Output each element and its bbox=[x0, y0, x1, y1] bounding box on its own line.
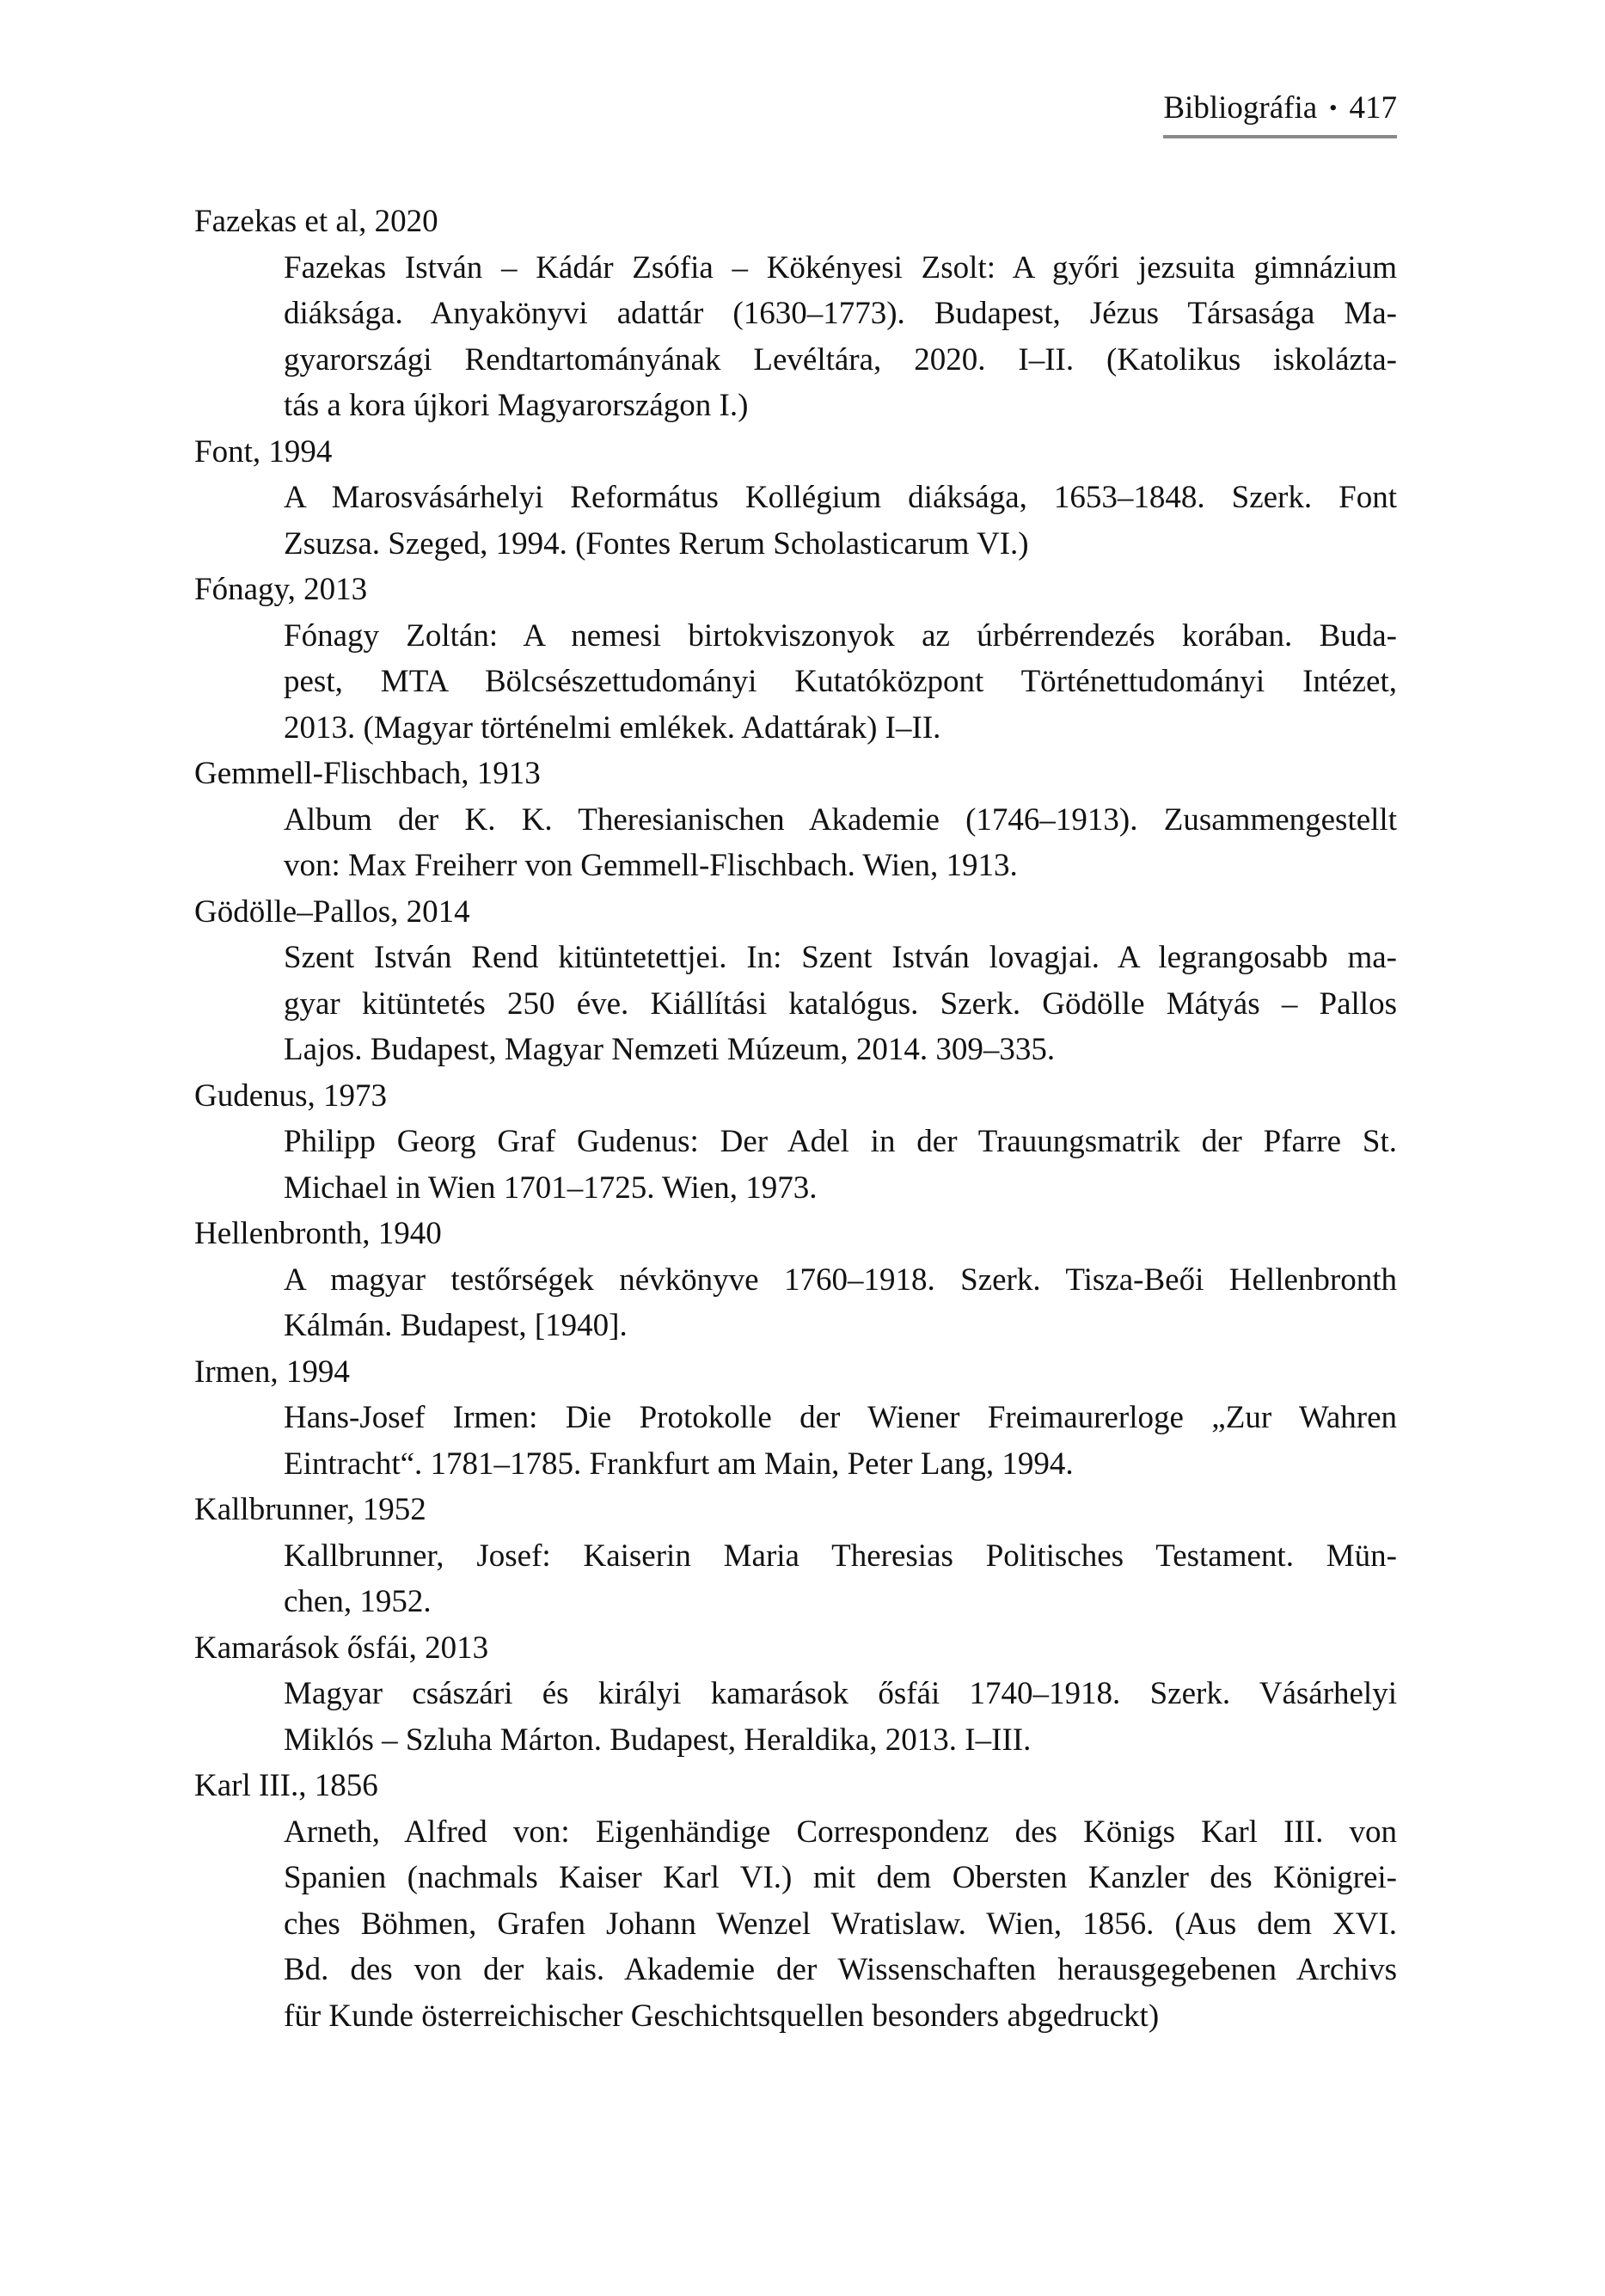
entry-heading: Gödölle–Pallos, 2014 bbox=[194, 893, 470, 930]
entry-line: Kálmán. Budapest, [1940]. bbox=[284, 1308, 628, 1343]
entry-heading: Fónagy, 2013 bbox=[194, 572, 368, 607]
entry-line: Kallbrunner, Josef: Kaiserin Maria Theresias Politisches Testament. Mün- bbox=[284, 1538, 1397, 1574]
entry-line: gyar kitüntetés 250 éve. Kiállítási katalógus. Szerk. Gödölle Mátyás – Pallos bbox=[284, 985, 1397, 1022]
entry-line: Hans-Josef Irmen: Die Protokolle der Wiener Freimaurerloge „Zur Wahren bbox=[284, 1400, 1397, 1435]
entry-line: Fónagy Zoltán: A nemesi birtokviszonyok az úrbérrendezés korában. Buda- bbox=[284, 617, 1397, 654]
entry-heading: Irmen, 1994 bbox=[194, 1354, 350, 1390]
entry-line: Zsuzsa. Szeged, 1994. (Fontes Rerum Scholasticarum VI.) bbox=[284, 525, 1029, 562]
bibliography-entry bbox=[194, 889, 1397, 1073]
entry-line: Szent István Rend kitüntetettjei. In: Szent István lovagjai. A legrangosabb ma- bbox=[284, 940, 1397, 975]
entry-line: Miklós – Szluha Márton. Budapest, Heraldika, 2013. I–III. bbox=[284, 1722, 1032, 1758]
entry-line: 2013. (Magyar történelmi emlékek. Adattárak) I–II. bbox=[284, 709, 941, 746]
entry-body bbox=[194, 1257, 1397, 1349]
entry-line: Fazekas István – Kádár Zsófia – Kökényesi Zsolt: A győri jezsuita gimnázium bbox=[284, 249, 1397, 285]
entry-line: tás a kora újkori Magyarországon I.) bbox=[284, 388, 749, 423]
entry-heading: Gudenus, 1973 bbox=[194, 1077, 388, 1114]
bibliography-entry bbox=[194, 429, 1397, 568]
bibliography-entry bbox=[194, 1625, 1397, 1764]
entry-line: für Kunde österreichischer Geschichtsquellen besonders abgedruckt) bbox=[284, 1998, 1160, 2034]
page-number: 417 bbox=[1349, 90, 1397, 126]
entry-heading: Kamarások ősfái, 2013 bbox=[194, 1630, 489, 1666]
entry-line: diáksága. Anyakönyvi adattár (1630–1773). Budapest, Jézus Társasága Ma- bbox=[284, 296, 1397, 331]
entry-line: Philipp Georg Graf Gudenus: Der Adel in der Trauungsmatrik der Pfarre St. bbox=[284, 1124, 1397, 1159]
entry-line: A magyar testőrségek névkönyve 1760–1918. Szerk. Tisza-Beői Hellenbronth bbox=[284, 1262, 1397, 1298]
entry-body bbox=[194, 475, 1397, 567]
entry-body bbox=[194, 1119, 1397, 1211]
entry-line: Michael in Wien 1701–1725. Wien, 1973. bbox=[284, 1169, 818, 1206]
bibliography-entry bbox=[194, 199, 1397, 429]
entry-body bbox=[194, 1395, 1397, 1487]
header-rule bbox=[1163, 135, 1397, 138]
running-head bbox=[1163, 89, 1397, 127]
entry-body bbox=[194, 935, 1397, 1073]
entry-line: gyarországi Rendtartományának Levéltára, 2020. I–II. (Katolikus iskolázta- bbox=[284, 341, 1397, 378]
entry-body bbox=[194, 1671, 1397, 1763]
entry-heading: Hellenbronth, 1940 bbox=[194, 1216, 442, 1251]
bibliography-entry bbox=[194, 1211, 1397, 1349]
entry-line: Album der K. K. Theresianischen Akademie (1746–1913). Zusammengestellt bbox=[284, 801, 1397, 838]
entry-line: Lajos. Budapest, Magyar Nemzeti Múzeum, 2014. 309–335. bbox=[284, 1032, 1056, 1067]
entry-line: A Marosvásárhelyi Református Kollégium diáksága, 1653–1848. Szerk. Font bbox=[284, 480, 1397, 515]
entry-heading: Font, 1994 bbox=[194, 433, 333, 470]
entry-body bbox=[194, 797, 1397, 889]
entry-line: Magyar császári és királyi kamarások ősfái 1740–1918. Szerk. Vásárhelyi bbox=[284, 1676, 1397, 1711]
entry-body bbox=[194, 1809, 1397, 2040]
entry-line: Bd. des von der kais. Akademie der Wissenschaften herausgegebenen Archivs bbox=[284, 1952, 1397, 1987]
entry-heading: Gemmell-Flischbach, 1913 bbox=[194, 756, 541, 791]
entry-line: Eintracht“. 1781–1785. Frankfurt am Main, Peter Lang, 1994. bbox=[284, 1446, 1074, 1482]
entry-line: Spanien (nachmals Kaiser Karl VI.) mit dem Obersten Kanzler des Königrei- bbox=[284, 1860, 1397, 1895]
entry-heading: Fazekas et al, 2020 bbox=[194, 204, 438, 239]
entry-body bbox=[194, 1533, 1397, 1625]
entry-body bbox=[194, 613, 1397, 752]
entry-heading: Kallbrunner, 1952 bbox=[194, 1492, 426, 1527]
page-header bbox=[1163, 89, 1397, 138]
entry-line: pest, MTA Bölcsészettudományi Kutatóközpont Történettudományi Intézet, bbox=[284, 664, 1397, 699]
entry-line: ches Böhmen, Grafen Johann Wenzel Wratislaw. Wien, 1856. (Aus dem XVI. bbox=[284, 1906, 1397, 1942]
bibliography-entry bbox=[194, 1763, 1397, 2039]
bullet-separator-icon: • bbox=[1329, 95, 1338, 120]
bibliography-list bbox=[194, 199, 1397, 2039]
entry-body bbox=[194, 245, 1397, 429]
bibliography-entry bbox=[194, 1073, 1397, 1212]
bibliography-entry bbox=[194, 1487, 1397, 1625]
entry-line: chen, 1952. bbox=[284, 1584, 432, 1619]
bibliography-entry bbox=[194, 1349, 1397, 1488]
entry-heading: Karl III., 1856 bbox=[194, 1768, 378, 1803]
entry-line: Arneth, Alfred von: Eigenhändige Correspondenz des Königs Karl III. von bbox=[284, 1814, 1397, 1850]
bibliography-entry bbox=[194, 567, 1397, 751]
running-head-title: Bibliográfia bbox=[1163, 90, 1318, 126]
bibliography-entry bbox=[194, 751, 1397, 889]
entry-line: von: Max Freiherr von Gemmell-Flischbach. Wien, 1913. bbox=[284, 848, 1018, 883]
